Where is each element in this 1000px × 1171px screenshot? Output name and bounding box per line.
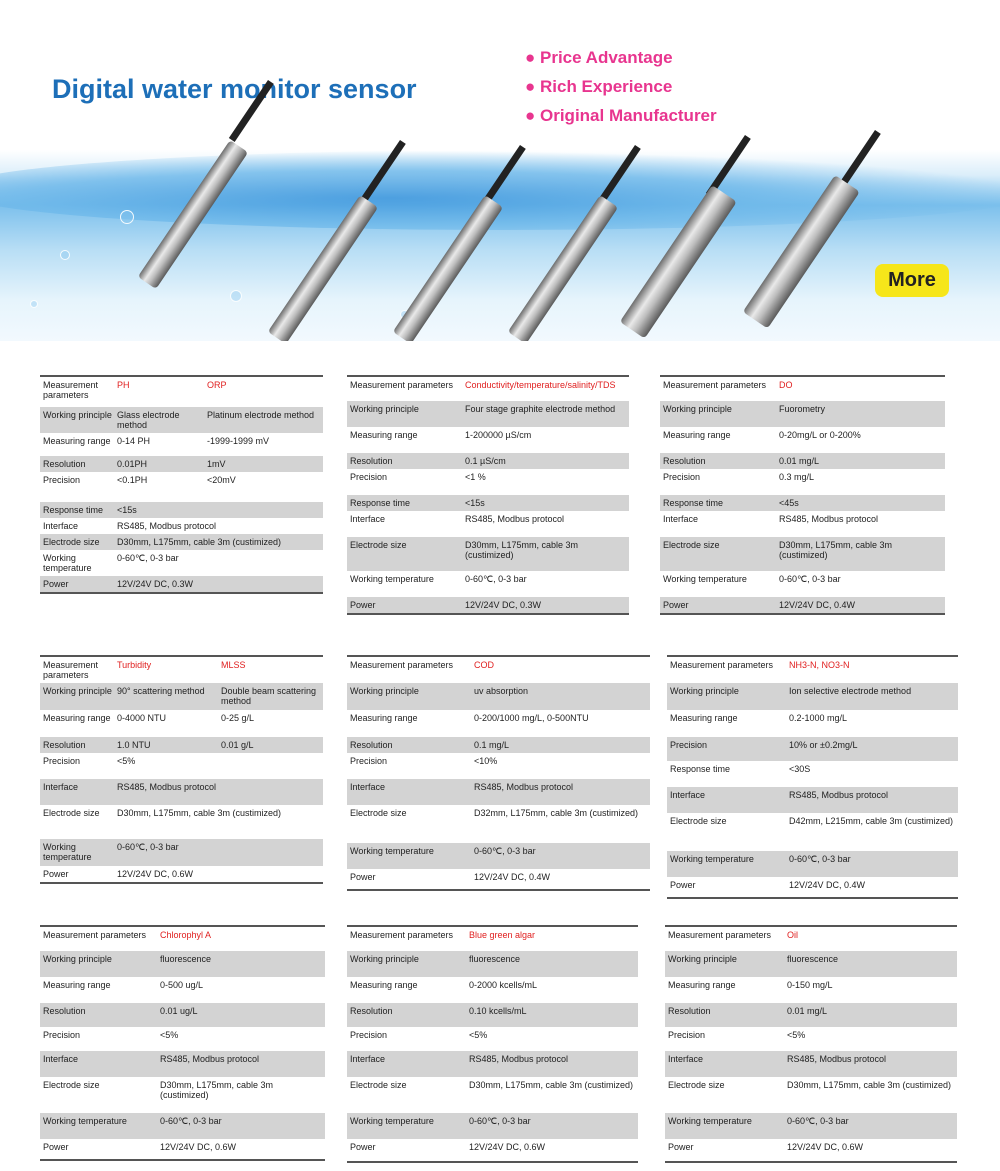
- row-label: Measurement parameters: [43, 930, 147, 940]
- table-row: [347, 469, 629, 495]
- row-label: Working principle: [43, 410, 112, 420]
- table-row: [667, 683, 958, 710]
- row-value: Fuorometry: [779, 404, 826, 414]
- row-value: D30mm, L175mm, cable 3m (custimized): [160, 1080, 274, 1100]
- row-value: MLSS: [221, 660, 246, 670]
- row-value: D30mm, L175mm, cable 3m (custimized): [117, 808, 282, 818]
- row-label: Precision: [350, 472, 388, 482]
- row-label: Measuring range: [670, 713, 738, 723]
- spec-table-conductivity: [347, 375, 629, 615]
- row-label: Measurement parameters: [670, 660, 774, 670]
- table-row: [40, 866, 323, 882]
- row-value: 0.2-1000 mg/L: [789, 713, 848, 723]
- table-row: [667, 851, 958, 877]
- table-row: [40, 805, 323, 839]
- row-label: Resolution: [43, 459, 86, 469]
- row-label: Power: [668, 1142, 694, 1152]
- spec-table-turbidity-mlss: [40, 655, 323, 884]
- table-row: [40, 683, 323, 710]
- row-label: Interface: [670, 790, 706, 800]
- row-value: 0-60℃, 0-3 bar: [117, 842, 179, 852]
- row-label: Power: [663, 600, 689, 610]
- row-label: Electrode size: [43, 537, 100, 547]
- row-label: Measuring range: [668, 980, 736, 990]
- row-value: 0-60℃, 0-3 bar: [117, 553, 179, 563]
- table-row: [40, 839, 323, 866]
- table-row: [660, 537, 945, 571]
- row-label: Working principle: [350, 954, 419, 964]
- row-value: 0-4000 NTU: [117, 713, 167, 723]
- row-value: 12V/24V DC, 0.6W: [117, 869, 194, 879]
- row-value: RS485, Modbus protocol: [117, 521, 217, 531]
- row-value: 0.01 mg/L: [779, 456, 820, 466]
- table-row: [665, 977, 957, 1003]
- hero-banner: [0, 0, 1000, 341]
- row-label: Precision: [350, 1030, 388, 1040]
- feature-experience: ● Rich Experience: [525, 77, 673, 96]
- feature-price: ● Price Advantage: [525, 48, 673, 67]
- row-label: Resolution: [43, 1006, 86, 1016]
- row-label: Resolution: [350, 740, 393, 750]
- row-value: -1999-1999 mV: [207, 436, 270, 446]
- row-value: Chlorophyl A: [160, 930, 212, 940]
- table-row: [667, 761, 958, 787]
- row-value: 0-60℃, 0-3 bar: [779, 574, 841, 584]
- row-value: 0-14 PH: [117, 436, 151, 446]
- spec-table-oil: [665, 925, 957, 1163]
- row-label: Power: [670, 880, 696, 890]
- row-label: Power: [43, 869, 69, 879]
- bubble: [60, 250, 70, 260]
- table-row: [347, 1003, 638, 1027]
- table-header-row: [40, 927, 325, 951]
- table-row: [40, 1077, 325, 1113]
- table-header-row: [665, 927, 957, 951]
- row-value: 0.01 mg/L: [787, 1006, 828, 1016]
- row-value: RS485, Modbus protocol: [465, 514, 565, 524]
- table-row: [40, 737, 323, 753]
- row-label: Working principle: [668, 954, 737, 964]
- row-value: fluorescence: [160, 954, 212, 964]
- row-label: Working temperature: [350, 846, 434, 856]
- row-label: Measuring range: [43, 713, 111, 723]
- row-label: Electrode size: [668, 1080, 725, 1090]
- row-value: 1.0 NTU: [117, 740, 151, 750]
- table-row: [347, 977, 638, 1003]
- row-value: Ion selective electrode method: [789, 686, 912, 696]
- row-label: Electrode size: [350, 1080, 407, 1090]
- row-value: 0-150 mg/L: [787, 980, 833, 990]
- table-header-row: [40, 657, 323, 683]
- bubble: [120, 210, 134, 224]
- row-label: Working principle: [43, 686, 112, 696]
- row-value: RS485, Modbus protocol: [469, 1054, 569, 1064]
- table-row: [660, 511, 945, 537]
- row-label: Interface: [43, 521, 79, 531]
- table-header-row: [40, 377, 323, 407]
- row-label: Resolution: [668, 1006, 711, 1016]
- row-value: fluorescence: [469, 954, 521, 964]
- row-value: <45s: [779, 498, 799, 508]
- table-row: [660, 427, 945, 453]
- table-row: [665, 1139, 957, 1161]
- table-row: [667, 813, 958, 851]
- row-value: 1-200000 µS/cm: [465, 430, 532, 440]
- table-row: [40, 710, 323, 737]
- table-row: [660, 495, 945, 511]
- table-row: [347, 1077, 638, 1113]
- row-label: Electrode size: [43, 1080, 100, 1090]
- table-row: [347, 869, 650, 889]
- row-value: 0.1 mg/L: [474, 740, 510, 750]
- row-label: Response time: [43, 505, 104, 515]
- row-value: <0.1PH: [117, 475, 148, 485]
- row-value: D30mm, L175mm, cable 3m (custimized): [469, 1080, 634, 1090]
- row-label: Response time: [350, 498, 411, 508]
- row-value: <5%: [117, 756, 136, 766]
- row-value: 0-60℃, 0-3 bar: [474, 846, 536, 856]
- table-row: [347, 1113, 638, 1139]
- row-label: Measurement parameters: [668, 930, 772, 940]
- row-label: Power: [43, 579, 69, 589]
- table-row: [665, 1003, 957, 1027]
- table-row: [40, 472, 323, 502]
- table-row: [40, 951, 325, 977]
- table-row: [347, 1051, 638, 1077]
- row-label: Working temperature: [43, 553, 92, 573]
- row-value: 12V/24V DC, 0.4W: [474, 872, 551, 882]
- spec-table-blue-green-algae: [347, 925, 638, 1163]
- table-row: [660, 469, 945, 495]
- row-value: 12V/24V DC, 0.6W: [787, 1142, 864, 1152]
- row-label: Interface: [663, 514, 699, 524]
- row-value: RS485, Modbus protocol: [787, 1054, 887, 1064]
- row-value: 0-60℃, 0-3 bar: [789, 854, 851, 864]
- row-label: Interface: [43, 1054, 79, 1064]
- row-value: 0-25 g/L: [221, 713, 255, 723]
- table-row: [347, 683, 650, 710]
- row-value: RS485, Modbus protocol: [160, 1054, 260, 1064]
- row-value: 0.10 kcells/mL: [469, 1006, 527, 1016]
- row-value: RS485, Modbus protocol: [474, 782, 574, 792]
- row-label: Interface: [668, 1054, 704, 1064]
- table-row: [40, 779, 323, 805]
- row-value: fluorescence: [787, 954, 839, 964]
- table-row: [347, 805, 650, 843]
- spec-table-nh3n-no3n: [667, 655, 958, 899]
- row-label: Working temperature: [668, 1116, 752, 1126]
- spec-table-do: [660, 375, 945, 615]
- table-row: [347, 951, 638, 977]
- row-value: 1mV: [207, 459, 226, 469]
- table-row: [667, 710, 958, 737]
- row-label: Interface: [350, 782, 386, 792]
- row-label: Working principle: [663, 404, 732, 414]
- table-row: [665, 1077, 957, 1113]
- row-label: Measurement parameters: [350, 930, 454, 940]
- table-row: [347, 495, 629, 511]
- row-value: <5%: [160, 1030, 179, 1040]
- row-value: Platinum electrode method: [207, 410, 315, 420]
- row-value: <30S: [789, 764, 811, 774]
- row-label: Measurement parameters: [350, 380, 454, 390]
- row-value: 90° scattering method: [117, 686, 205, 696]
- row-label: Resolution: [350, 1006, 393, 1016]
- table-row: [347, 753, 650, 779]
- row-label: Precision: [43, 1030, 81, 1040]
- row-label: Working temperature: [350, 574, 434, 584]
- table-row: [660, 597, 945, 613]
- row-value: 12V/24V DC, 0.6W: [160, 1142, 237, 1152]
- table-row: [347, 1027, 638, 1051]
- row-value: 0-60℃, 0-3 bar: [787, 1116, 849, 1126]
- row-value: RS485, Modbus protocol: [779, 514, 879, 524]
- row-label: Precision: [43, 756, 81, 766]
- table-row: [660, 453, 945, 469]
- row-label: Electrode size: [670, 816, 727, 826]
- table-row: [347, 427, 629, 453]
- row-value: 0-60℃, 0-3 bar: [160, 1116, 222, 1126]
- table-header-row: [347, 377, 629, 401]
- row-value: PH: [117, 380, 130, 390]
- row-value: 0.01 ug/L: [160, 1006, 198, 1016]
- row-value: Glass electrode method: [117, 410, 180, 430]
- table-header-row: [347, 927, 638, 951]
- table-row: [40, 502, 323, 518]
- row-label: Interface: [43, 782, 79, 792]
- row-value: D30mm, L175mm, cable 3m (custimized): [779, 540, 893, 560]
- row-value: <5%: [787, 1030, 806, 1040]
- row-label: Resolution: [350, 456, 393, 466]
- row-value: NH3-N, NO3-N: [789, 660, 850, 670]
- spec-table-ph-orp: [40, 375, 323, 594]
- table-row: [347, 537, 629, 571]
- row-value: 12V/24V DC, 0.4W: [779, 600, 856, 610]
- table-row: [665, 1113, 957, 1139]
- table-row: [665, 1027, 957, 1051]
- row-value: 10% or ±0.2mg/L: [789, 740, 858, 750]
- row-value: D32mm, L175mm, cable 3m (custimized): [474, 808, 639, 818]
- row-label: Interface: [350, 514, 386, 524]
- bubble: [30, 300, 38, 308]
- row-value: D30mm, L175mm, cable 3m (custimized): [117, 537, 282, 547]
- table-row: [665, 951, 957, 977]
- table-row: [40, 534, 323, 550]
- table-row: [347, 571, 629, 597]
- row-value: <15s: [465, 498, 485, 508]
- row-label: Electrode size: [43, 808, 100, 818]
- row-label: Working temperature: [43, 842, 92, 862]
- row-label: Measuring range: [350, 430, 418, 440]
- row-value: <5%: [469, 1030, 488, 1040]
- row-label: Power: [350, 1142, 376, 1152]
- row-label: Power: [43, 1142, 69, 1152]
- row-value: 0-200/1000 mg/L, 0-500NTU: [474, 713, 589, 723]
- row-value: Blue green algar: [469, 930, 536, 940]
- table-row: [347, 779, 650, 805]
- row-value: 0-60℃, 0-3 bar: [469, 1116, 531, 1126]
- row-label: Precision: [350, 756, 388, 766]
- table-row: [660, 571, 945, 597]
- table-row: [40, 576, 323, 592]
- row-label: Power: [350, 872, 376, 882]
- more-button[interactable]: More: [875, 264, 949, 297]
- row-value: 12V/24V DC, 0.3W: [465, 600, 542, 610]
- table-row: [347, 710, 650, 737]
- row-label: Working principle: [350, 404, 419, 414]
- row-value: 0-60℃, 0-3 bar: [465, 574, 527, 584]
- table-row: [347, 401, 629, 427]
- row-value: RS485, Modbus protocol: [789, 790, 889, 800]
- row-label: Power: [350, 600, 376, 610]
- table-row: [665, 1051, 957, 1077]
- row-label: Measurement parameters: [43, 660, 99, 680]
- row-label: Measuring range: [43, 980, 111, 990]
- table-row: [40, 1051, 325, 1077]
- table-row: [347, 843, 650, 869]
- row-label: Precision: [43, 475, 81, 485]
- row-value: Double beam scattering method: [221, 686, 317, 706]
- row-value: COD: [474, 660, 494, 670]
- row-value: ORP: [207, 380, 227, 390]
- table-row: [40, 433, 323, 456]
- row-label: Working temperature: [43, 1116, 127, 1126]
- row-label: Resolution: [43, 740, 86, 750]
- table-row: [40, 1113, 325, 1139]
- page-title: Digital water monitor sensor: [52, 74, 417, 104]
- row-label: Working temperature: [663, 574, 747, 584]
- row-label: Measurement parameters: [350, 660, 454, 670]
- row-value: DO: [779, 380, 793, 390]
- feature-manufacturer: ● Original Manufacturer: [525, 106, 717, 125]
- table-row: [40, 550, 323, 576]
- row-value: Conductivity/temperature/salinity/TDS: [465, 380, 616, 390]
- row-value: 0.01 g/L: [221, 740, 254, 750]
- row-value: <1 %: [465, 472, 486, 482]
- row-value: Turbidity: [117, 660, 152, 670]
- table-row: [40, 1139, 325, 1159]
- table-row: [40, 518, 323, 534]
- table-row: [40, 456, 323, 472]
- table-row: [347, 511, 629, 537]
- row-value: D30mm, L175mm, cable 3m (custimized): [787, 1080, 952, 1090]
- table-row: [40, 1003, 325, 1027]
- table-row: [40, 1027, 325, 1051]
- row-value: 0.01PH: [117, 459, 148, 469]
- row-label: Electrode size: [350, 540, 407, 550]
- table-row: [667, 737, 958, 761]
- row-value: <10%: [474, 756, 498, 766]
- row-value: RS485, Modbus protocol: [117, 782, 217, 792]
- row-label: Measuring range: [350, 713, 418, 723]
- table-row: [347, 453, 629, 469]
- table-row: [40, 407, 323, 433]
- row-value: 0.3 mg/L: [779, 472, 815, 482]
- bubble: [230, 290, 242, 302]
- table-row: [347, 597, 629, 613]
- row-label: Working principle: [670, 686, 739, 696]
- table-row: [347, 1139, 638, 1161]
- row-value: <15s: [117, 505, 137, 515]
- table-row: [667, 877, 958, 897]
- row-label: Working temperature: [350, 1116, 434, 1126]
- table-header-row: [660, 377, 945, 401]
- row-label: Electrode size: [350, 808, 407, 818]
- row-value: uv absorption: [474, 686, 529, 696]
- table-row: [347, 737, 650, 753]
- row-label: Measuring range: [663, 430, 731, 440]
- row-value: 0-2000 kcells/mL: [469, 980, 538, 990]
- row-value: 12V/24V DC, 0.4W: [789, 880, 866, 890]
- row-value: 0-500 ug/L: [160, 980, 204, 990]
- spec-table-chlorophyl: [40, 925, 325, 1161]
- row-label: Measuring range: [350, 980, 418, 990]
- row-label: Measurement parameters: [43, 380, 99, 400]
- row-label: Measuring range: [43, 436, 111, 446]
- row-value: 12V/24V DC, 0.3W: [117, 579, 194, 589]
- row-label: Working principle: [43, 954, 112, 964]
- spec-table-cod: [347, 655, 650, 891]
- row-label: Response time: [663, 498, 724, 508]
- row-value: D30mm, L175mm, cable 3m (custimized): [465, 540, 579, 560]
- row-label: Precision: [670, 740, 708, 750]
- row-label: Response time: [670, 764, 731, 774]
- row-label: Precision: [663, 472, 701, 482]
- row-label: Working principle: [350, 686, 419, 696]
- row-value: 0-20mg/L or 0-200%: [779, 430, 861, 440]
- table-row: [40, 753, 323, 779]
- row-value: Four stage graphite electrode method: [465, 404, 616, 414]
- row-label: Electrode size: [663, 540, 720, 550]
- table-row: [40, 977, 325, 1003]
- row-label: Precision: [668, 1030, 706, 1040]
- row-value: Oil: [787, 930, 798, 940]
- row-label: Resolution: [663, 456, 706, 466]
- row-value: 0.1 µS/cm: [465, 456, 506, 466]
- table-header-row: [347, 657, 650, 683]
- row-label: Interface: [350, 1054, 386, 1064]
- row-value: D42mm, L215mm, cable 3m (custimized): [789, 816, 954, 826]
- table-row: [660, 401, 945, 427]
- row-value: 12V/24V DC, 0.6W: [469, 1142, 546, 1152]
- table-header-row: [667, 657, 958, 683]
- row-label: Working temperature: [670, 854, 754, 864]
- row-value: <20mV: [207, 475, 236, 485]
- row-label: Measurement parameters: [663, 380, 767, 390]
- table-row: [667, 787, 958, 813]
